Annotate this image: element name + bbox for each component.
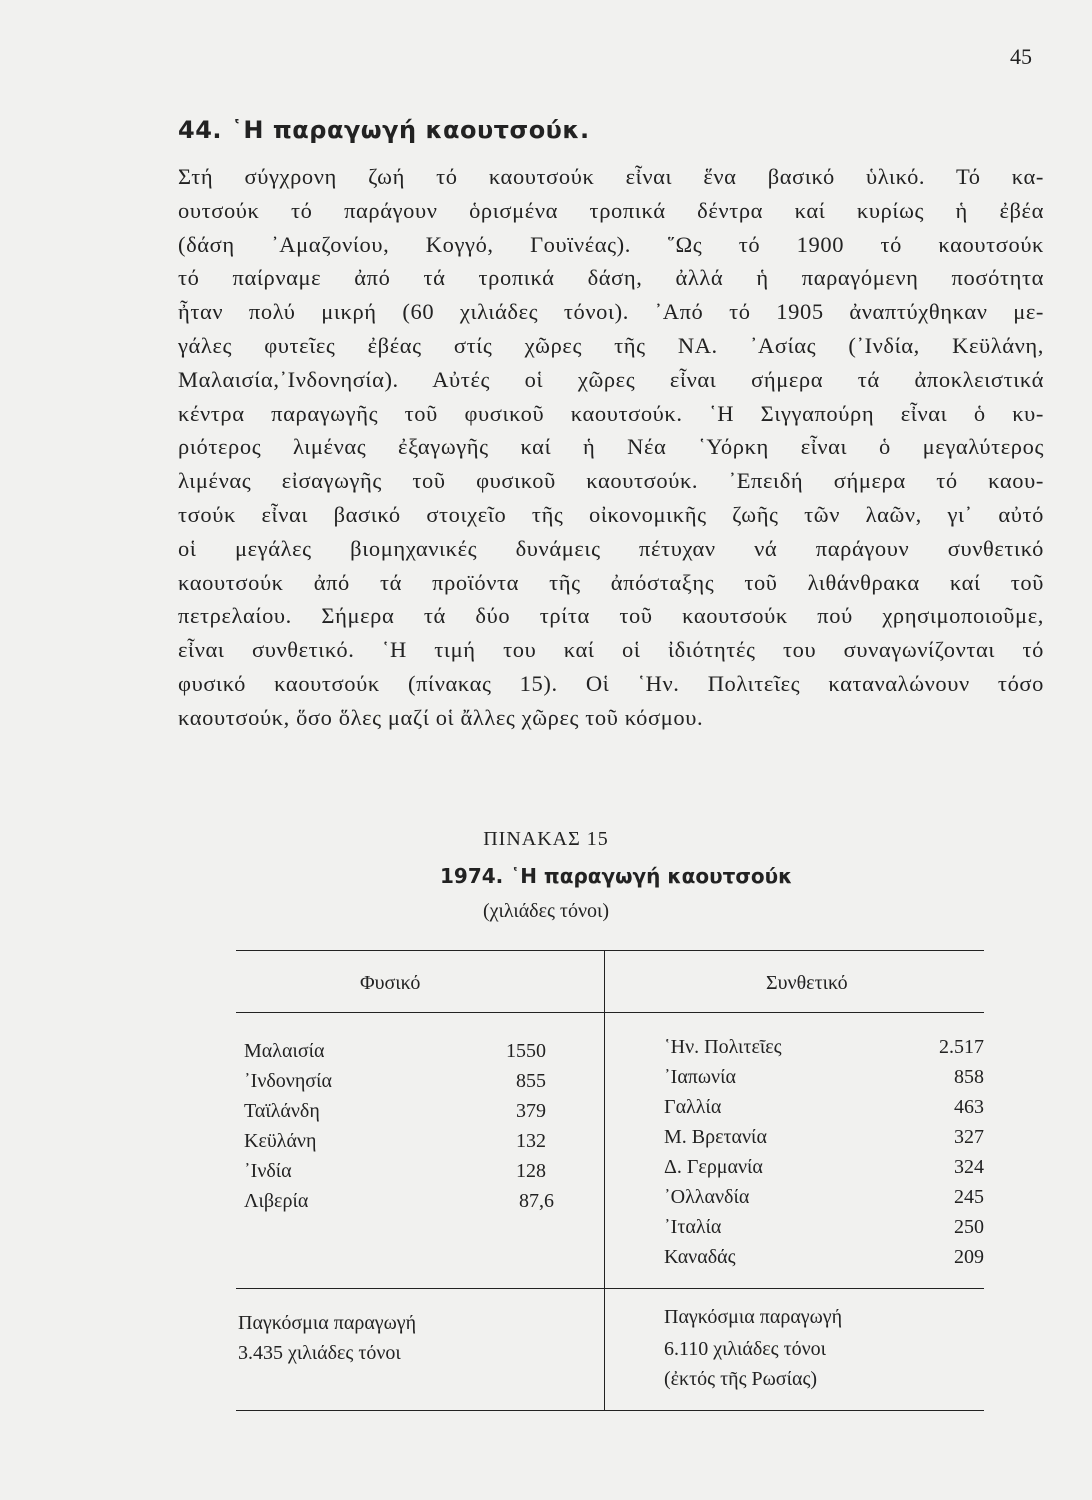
text-line: οἱ μεγάλες βιομηχανικές δυνάμεις πέτυχαν νά παράγουν συνθετικό [178, 535, 1044, 561]
table-label: ΠΙΝΑΚΑΣ 15 [483, 828, 609, 850]
natural-country: ᾽Ινδονησία [244, 1070, 332, 1092]
natural-value: 132 [516, 1130, 546, 1152]
text-line: φυσικό καουτσούκ (πίνακας 15). Οἱ ῾Ην. Πολιτεῖες καταναλώνουν τόσο [178, 670, 1044, 696]
text-line: τό παίρναμε ἀπό τά τροπικά δάση, ἀλλά ἡ παραγόμενη ποσότητα [178, 265, 1044, 291]
synthetic-country: Μ. Βρετανία [664, 1126, 767, 1148]
table-column-divider [604, 950, 605, 1410]
natural-country: Κεϋλάνη [244, 1130, 317, 1152]
natural-total-label: Παγκόσμια παραγωγή [238, 1312, 417, 1334]
table-header-rule [236, 1012, 984, 1013]
text-line: γάλες φυτεῖες ἐβέας στίς χῶρες τῆς ΝΑ. ᾽Ασίας (᾽Ινδία, Κεϋλάνη, [178, 332, 1044, 358]
table-units: (χιλιάδες τόνοι) [482, 900, 610, 922]
natural-value: 855 [516, 1070, 546, 1092]
text-line: ἦταν πολύ μικρή (60 χιλιάδες τόνοι). ᾽Από τό 1905 ἀναπτύχθηκαν με- [178, 299, 1044, 325]
text-line: κέντρα παραγωγῆς τοῦ φυσικοῦ καουτσούκ. ῾Η Σιγγαπούρη εἶναι ὁ κυ- [178, 400, 1044, 426]
synthetic-value: 250 [954, 1216, 984, 1238]
synthetic-country: ᾽Ιαπωνία [664, 1066, 736, 1088]
synthetic-total-label: Παγκόσμια παραγωγή [664, 1306, 843, 1328]
text-line: λιμένας εἰσαγωγῆς τοῦ φυσικοῦ καουτσούκ. ᾽Επειδή σήμερα τό καου- [178, 468, 1044, 494]
table-bottom-rule [236, 1410, 984, 1411]
column-header-natural: Φυσικό [360, 972, 421, 994]
synthetic-value: 245 [954, 1186, 984, 1208]
text-line: (δάση ᾽Αμαζονίου, Κογγό, Γουϊνέας). ῞Ως τό 1900 τό καουτσούκ [178, 231, 1044, 257]
natural-value: 379 [516, 1100, 546, 1122]
page-number: 45 [1010, 44, 1032, 69]
synthetic-value: 324 [954, 1156, 984, 1178]
natural-value: 128 [516, 1160, 546, 1182]
synthetic-country: Γαλλία [664, 1096, 722, 1118]
text-line: εἶναι συνθετικό. ῾Η τιμή του καί οἱ ἰδιότητές του συναγωνίζονται τό [178, 637, 1044, 663]
column-header-synthetic: Συνθετικό [766, 972, 848, 994]
synthetic-value: 858 [954, 1066, 984, 1088]
synthetic-total-value: 6.110 χιλιάδες τόνοι [664, 1338, 827, 1360]
synthetic-value: 209 [954, 1246, 984, 1268]
text-line: Μαλαισία,᾽Ινδονησία). Αὐτές οἱ χῶρες εἶναι σήμερα τά ἀποκλειστικά [178, 366, 1044, 392]
body-paragraph [178, 160, 1044, 735]
natural-value: 87,6 [519, 1190, 554, 1212]
synthetic-value: 463 [954, 1096, 984, 1118]
synthetic-value: 327 [954, 1126, 984, 1148]
synthetic-country: Καναδάς [664, 1246, 736, 1268]
text-line: τσούκ εἶναι βασικό στοιχεῖο τῆς οἰκονομικῆς ζωῆς τῶν λαῶν, γι᾽ αὐτό [178, 501, 1044, 527]
table-body-rule [236, 1288, 984, 1289]
text-line: ουτσούκ τό παράγουν ὁρισμένα τροπικά δέντρα καί κυρίως ἡ ἐβέα [178, 197, 1044, 223]
section-heading: 44. ῾Η παραγωγή καουτσούκ. [178, 116, 590, 144]
synthetic-country: ῾Ην. Πολιτεῖες [664, 1036, 782, 1058]
synthetic-country: ᾽Ολλανδία [664, 1186, 750, 1208]
text-line: Στή σύγχρονη ζωή τό καουτσούκ εἶναι ἕνα βασικό ὑλικό. Τό κα- [178, 164, 1044, 189]
synthetic-total-note: (ἐκτός τῆς Ρωσίας) [664, 1368, 818, 1390]
text-line: καουτσούκ, ὅσο ὅλες μαζί οἱ ἄλλες χῶρες τοῦ κόσμου. [178, 704, 704, 730]
text-line: καουτσούκ ἀπό τά προϊόντα τῆς ἀπόσταξης τοῦ λιθάνθρακα καί τοῦ [178, 569, 1044, 595]
table-title: 1974. ῾Η παραγωγή καουτσούκ [440, 864, 793, 888]
table-top-rule [236, 950, 984, 951]
natural-total-value: 3.435 χιλιάδες τόνοι [238, 1342, 401, 1364]
synthetic-value: 2.517 [939, 1036, 984, 1058]
natural-country: Ταϊλάνδη [244, 1100, 320, 1122]
synthetic-country: ᾽Ιταλία [664, 1216, 722, 1238]
natural-value: 1550 [506, 1040, 546, 1062]
natural-country: ᾽Ινδία [244, 1160, 292, 1182]
natural-country: Μαλαισία [244, 1040, 325, 1062]
synthetic-country: Δ. Γερμανία [664, 1156, 763, 1178]
text-line: ριότερος λιμένας ἐξαγωγῆς καί ἡ Νέα ῾Υόρκη εἶναι ὁ μεγαλύτερος [178, 434, 1044, 460]
natural-country: Λιβερία [244, 1190, 309, 1212]
text-line: πετρελαίου. Σήμερα τά δύο τρίτα τοῦ καουτσούκ πού χρησιμοποιοῦμε, [178, 603, 1044, 629]
